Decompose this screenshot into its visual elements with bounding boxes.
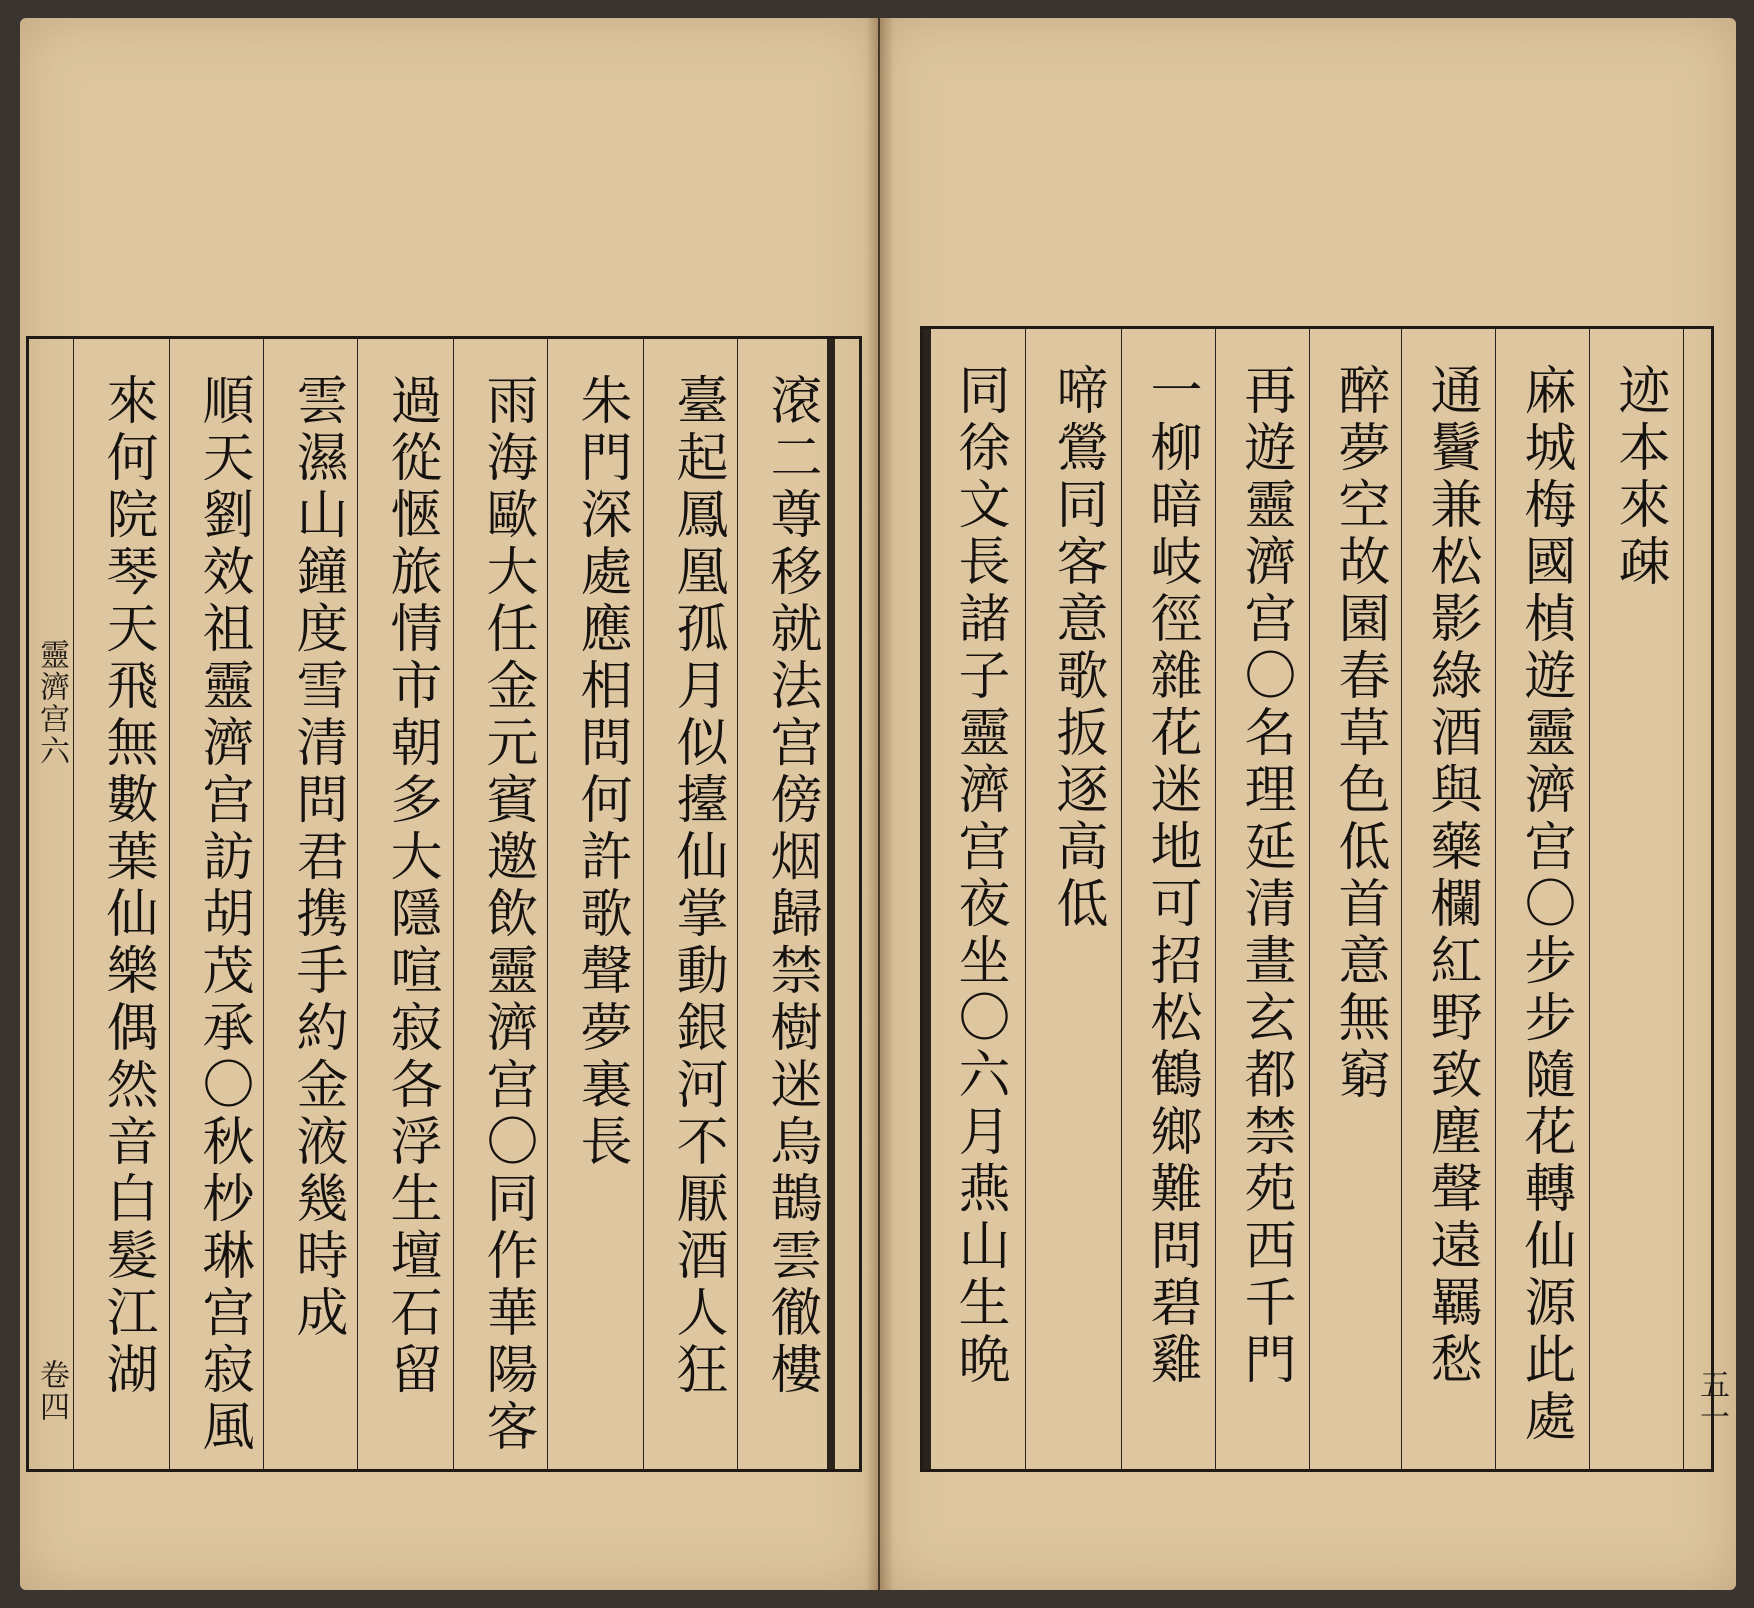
column-rule [1401, 329, 1402, 1469]
text-column: 順天劉效祖靈濟宫訪胡茂承〇秋杪琳宫寂風 [193, 373, 253, 1456]
column-rule [1589, 329, 1590, 1469]
text-column: 朱門深處應相問何許歌聲夢裏長 [571, 373, 631, 1171]
text-column: 來何院琴天飛無數葉仙樂偶然音白髮江湖 [97, 373, 157, 1399]
right-text-frame [920, 326, 1729, 1472]
page-edge-rule [827, 339, 835, 1469]
column-rule [1215, 329, 1216, 1469]
text-column: 通鬢兼松影綠酒與藥欄紅野致塵聲遠羈愁 [1421, 363, 1481, 1389]
column-rule [1121, 329, 1122, 1469]
column-rule [643, 339, 644, 1469]
margin-volume: 卷四 [34, 1359, 69, 1423]
text-column: 麻城梅國楨遊靈濟宫〇步步隨花轉仙源此處 [1515, 363, 1575, 1446]
page-edge-rule [923, 329, 931, 1469]
text-column: 臺起鳳凰孤月似擡仙掌動銀河不厭酒人狂 [667, 373, 727, 1399]
column-rule [1309, 329, 1310, 1469]
text-column: 雨海歐大任金元賓邀飲靈濟宫〇同作華陽客 [477, 373, 537, 1456]
margin-title: 靈濟宫六 [34, 639, 69, 767]
text-column: 一柳暗岐徑雜花迷地可招松鶴鄉難問碧雞 [1141, 363, 1201, 1389]
text-column: 啼鶯同客意歌扳逐高低 [1047, 363, 1107, 933]
text-column: 醉夢空故園春草色低首意無窮 [1329, 363, 1389, 1104]
book-gutter [866, 18, 894, 1590]
text-column: 過從愜旅情市朝多大隱喧寂各浮生壇石留 [381, 373, 441, 1399]
text-column: 雲濕山鐘度雪清問君携手約金液幾時成 [287, 373, 347, 1342]
column-rule [547, 339, 548, 1469]
text-column: 同徐文長諸子靈濟宫夜坐〇六月燕山生晩 [949, 363, 1009, 1389]
left-text-frame [26, 336, 862, 1472]
text-column: 迹本來疎 [1609, 363, 1669, 591]
column-rule [737, 339, 738, 1469]
column-rule [263, 339, 264, 1469]
column-rule [1683, 329, 1684, 1469]
column-rule [1495, 329, 1496, 1469]
column-rule [169, 339, 170, 1469]
column-rule [1025, 329, 1026, 1469]
column-rule [453, 339, 454, 1469]
column-rule [357, 339, 358, 1469]
page-number: 五一 [1694, 1369, 1729, 1433]
text-column: 再遊靈濟宫〇名理延清晝玄都禁苑西千門 [1235, 363, 1295, 1389]
text-column: 滾二尊移就法宫傍烟歸禁樹迷烏鵲雲徹樓 [761, 373, 821, 1399]
column-rule [73, 339, 74, 1469]
